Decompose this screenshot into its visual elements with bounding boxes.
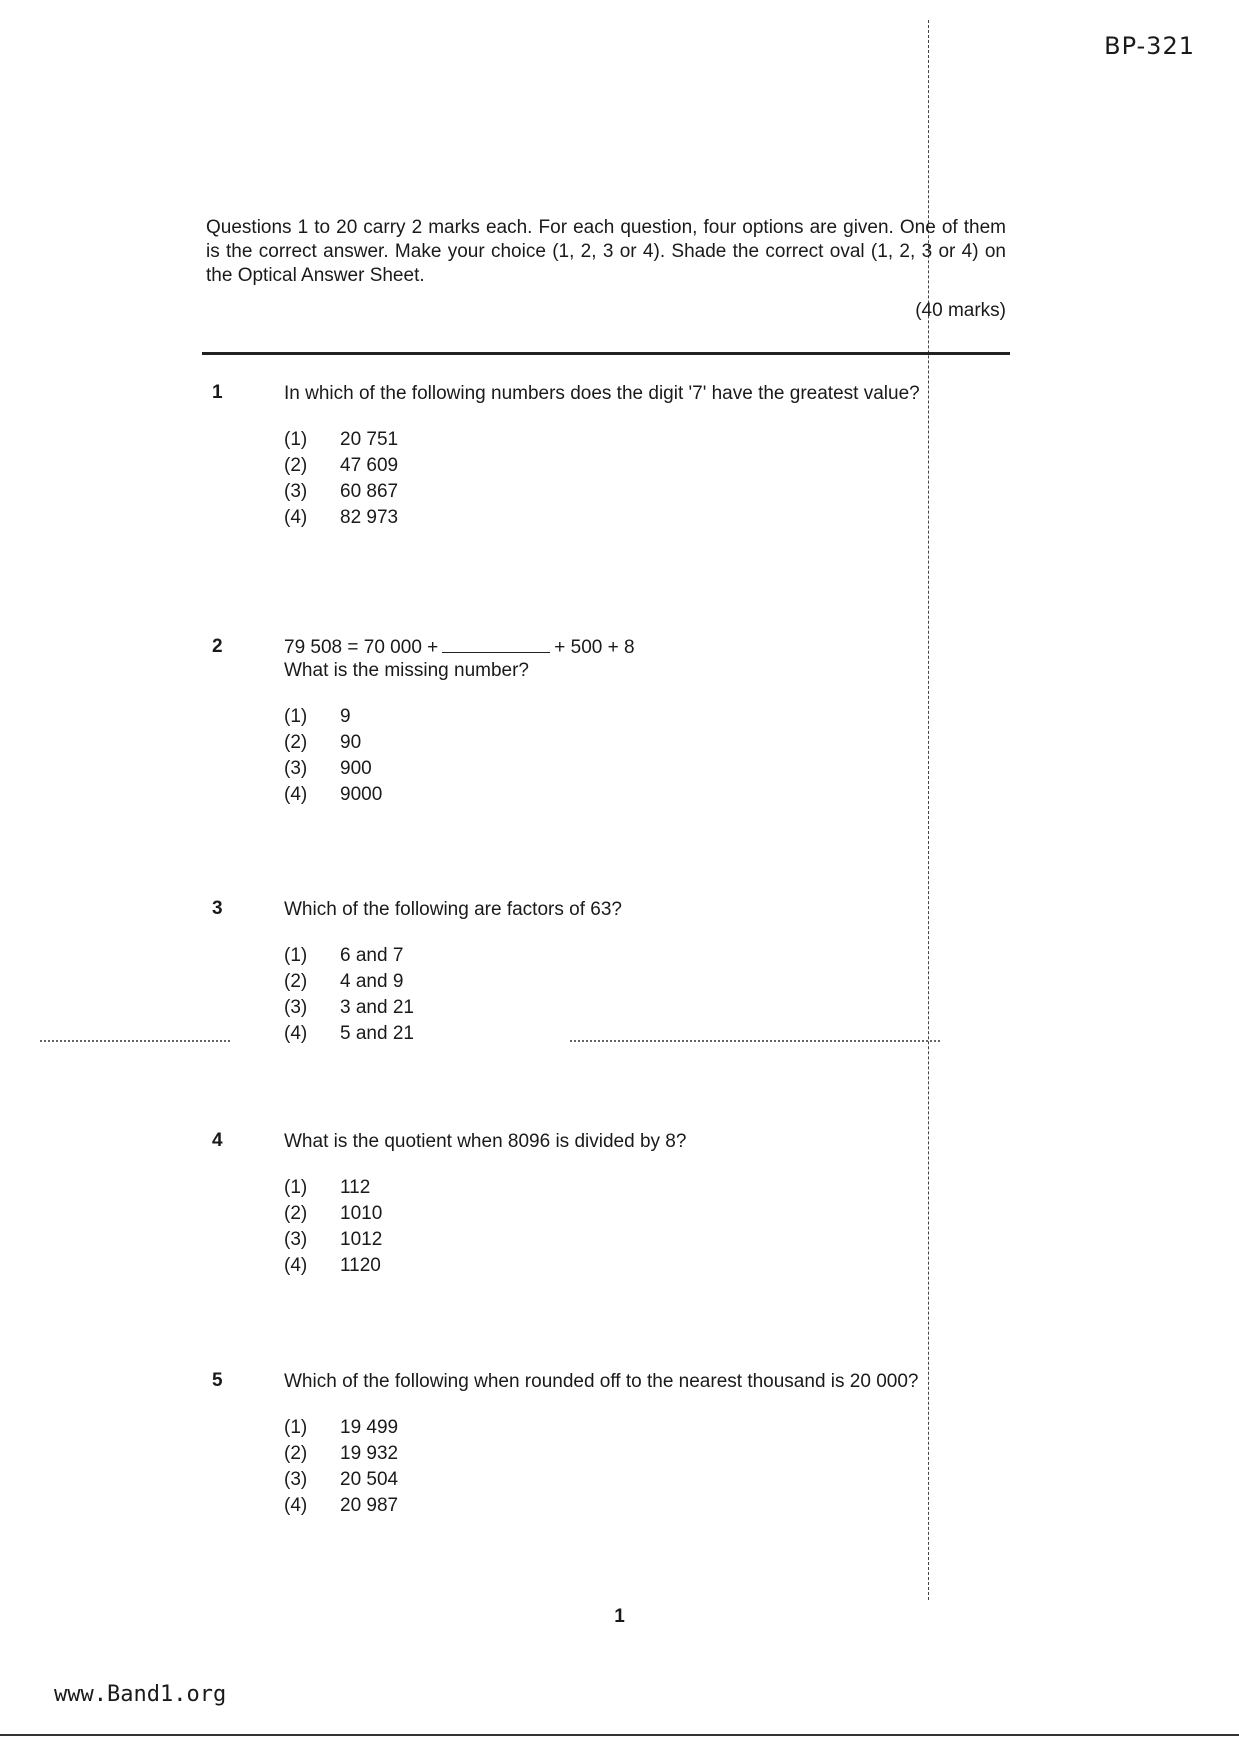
equation-right: + 500 + 8 — [554, 637, 635, 658]
option-label: (4) — [284, 1255, 308, 1276]
option-value: 90 — [340, 732, 362, 753]
question-number: 5 — [212, 1370, 223, 1391]
option-value: 20 751 — [340, 429, 399, 450]
option-value: 4 and 9 — [340, 971, 404, 992]
option-label: (1) — [284, 945, 308, 966]
question-1 — [212, 382, 1002, 531]
question-text: In which of the following numbers does the digit '7' have the greatest value? — [284, 383, 920, 404]
option-value: 5 and 21 — [340, 1023, 414, 1044]
option-item — [284, 1227, 1002, 1253]
section-divider — [202, 352, 1010, 355]
page-number: 1 — [614, 1606, 625, 1627]
option-label: (3) — [284, 997, 308, 1018]
option-value: 1120 — [340, 1255, 381, 1276]
question-number: 1 — [212, 382, 223, 403]
option-item — [284, 756, 1002, 782]
option-label: (2) — [284, 732, 308, 753]
option-label: (2) — [284, 455, 308, 476]
option-value: 82 973 — [340, 507, 399, 528]
option-value: 19 499 — [340, 1417, 399, 1438]
option-item — [284, 1493, 1002, 1519]
instructions-text: Questions 1 to 20 carry 2 marks each. For each question, four options are given. One of them is the correct answer. Make your choice (1, 2, 3 or 4). Shade the correct oval (1, 2, 3 or 4) on the Optical Answer Sheet. — [206, 217, 1006, 286]
option-item — [284, 969, 1002, 995]
option-value: 6 and 7 — [340, 945, 404, 966]
question-3 — [212, 898, 1002, 1047]
question-5 — [212, 1370, 1002, 1519]
option-value: 112 — [340, 1177, 371, 1198]
question-text: Which of the following are factors of 63? — [284, 899, 622, 920]
option-item — [284, 427, 1002, 453]
scan-dots-right — [570, 1040, 940, 1042]
option-value: 3 and 21 — [340, 997, 414, 1018]
question-number: 3 — [212, 898, 223, 919]
option-label: (4) — [284, 507, 308, 528]
option-label: (3) — [284, 1469, 308, 1490]
option-value: 1012 — [340, 1229, 383, 1250]
option-item — [284, 943, 1002, 969]
question-text: Which of the following when rounded off to the nearest thousand is 20 000? — [284, 1371, 919, 1392]
question-text: What is the quotient when 8096 is divided by 8? — [284, 1131, 687, 1152]
option-item — [284, 995, 1002, 1021]
option-label: (4) — [284, 1495, 308, 1516]
option-item — [284, 1441, 1002, 1467]
option-label: (3) — [284, 758, 308, 779]
bottom-scan-line — [0, 1734, 1239, 1736]
option-item — [284, 1175, 1002, 1201]
options-list — [284, 943, 1002, 1047]
option-label: (1) — [284, 706, 308, 727]
option-label: (1) — [284, 429, 308, 450]
option-value: 47 609 — [340, 455, 399, 476]
question-prompt: What is the missing number? — [284, 660, 529, 681]
option-value: 9000 — [340, 784, 383, 805]
option-label: (2) — [284, 971, 308, 992]
option-item — [284, 1201, 1002, 1227]
option-item — [284, 505, 1002, 531]
options-list — [284, 704, 1002, 808]
option-label: (2) — [284, 1203, 308, 1224]
option-item — [284, 730, 1002, 756]
option-label: (1) — [284, 1177, 308, 1198]
option-label: (3) — [284, 1229, 308, 1250]
footer-website: www.Band1.org — [54, 1682, 227, 1707]
total-marks: (40 marks) — [915, 300, 1006, 321]
option-value: 20 987 — [340, 1495, 399, 1516]
option-label: (1) — [284, 1417, 308, 1438]
option-item — [284, 453, 1002, 479]
options-list — [284, 427, 1002, 531]
option-item — [284, 1467, 1002, 1493]
question-number: 4 — [212, 1130, 223, 1151]
paper-code: BP-321 — [1104, 32, 1195, 60]
options-list — [284, 1175, 1002, 1279]
question-number: 2 — [212, 636, 223, 657]
option-item — [284, 1021, 1002, 1047]
option-value: 900 — [340, 758, 372, 779]
option-label: (4) — [284, 1023, 308, 1044]
question-text — [284, 636, 1002, 682]
option-item — [284, 1253, 1002, 1279]
option-item — [284, 704, 1002, 730]
option-label: (4) — [284, 784, 308, 805]
option-value: 1010 — [340, 1203, 383, 1224]
option-item — [284, 782, 1002, 808]
option-label: (2) — [284, 1443, 308, 1464]
option-label: (3) — [284, 481, 308, 502]
option-item — [284, 1415, 1002, 1441]
answer-blank — [442, 636, 550, 653]
option-value: 19 932 — [340, 1443, 399, 1464]
scan-dots-left — [40, 1040, 230, 1042]
question-2 — [212, 636, 1002, 808]
equation-left: 79 508 = 70 000 + — [284, 637, 439, 658]
option-value: 20 504 — [340, 1469, 399, 1490]
option-value: 60 867 — [340, 481, 399, 502]
options-list — [284, 1415, 1002, 1519]
question-4 — [212, 1130, 1002, 1279]
option-item — [284, 479, 1002, 505]
option-value: 9 — [340, 706, 351, 727]
